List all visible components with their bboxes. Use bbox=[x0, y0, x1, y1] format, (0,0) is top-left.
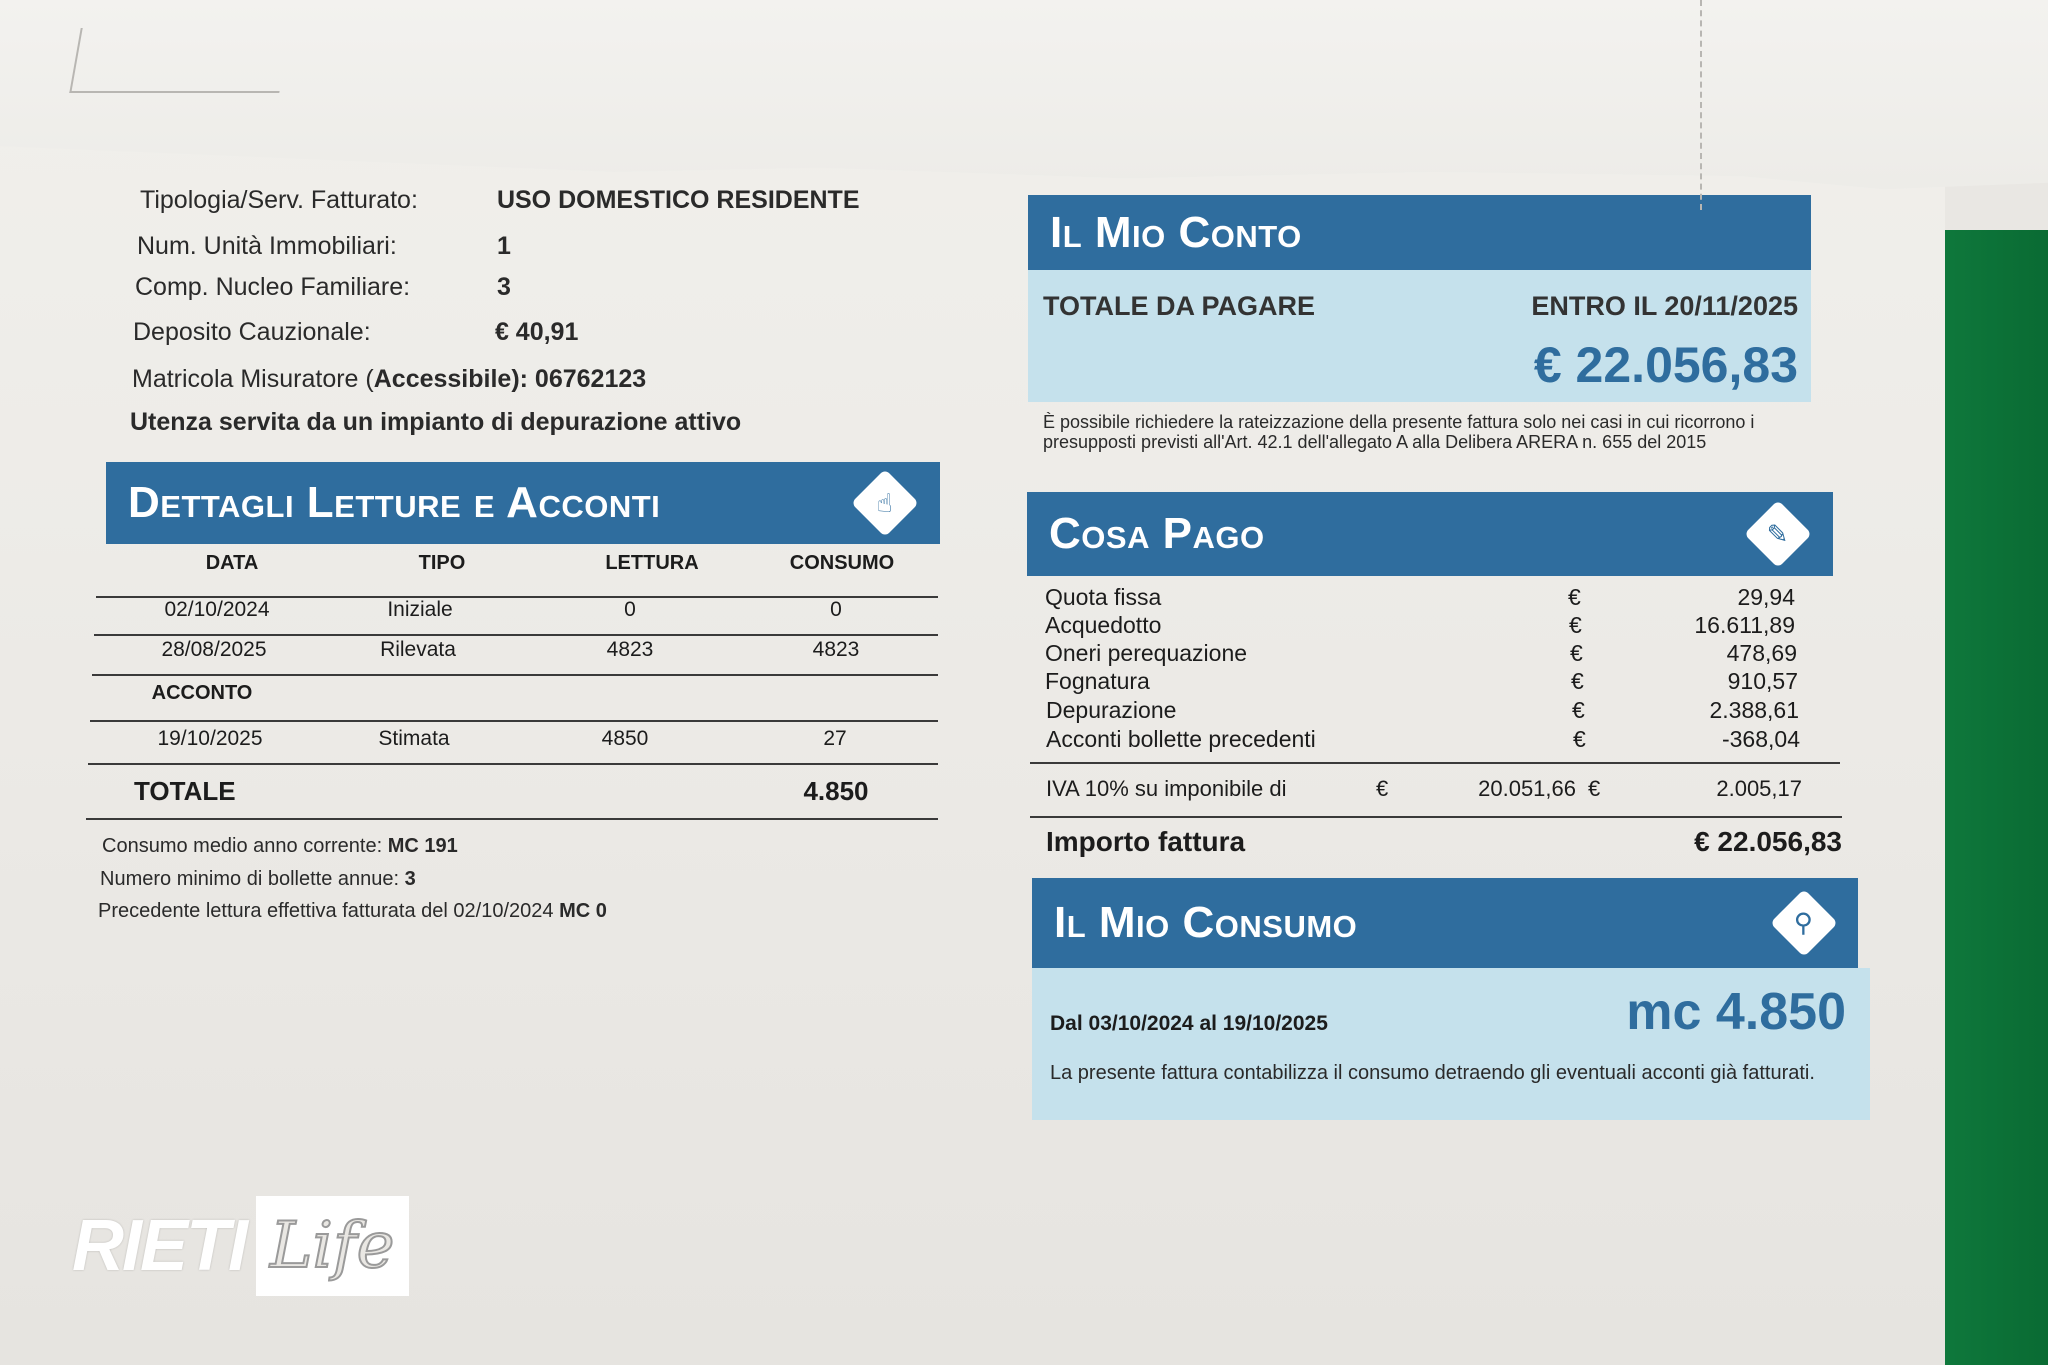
consumo-value: mc 4.850 bbox=[1626, 983, 1846, 1041]
col-lettura: LETTURA bbox=[605, 552, 699, 574]
precedente-note bbox=[98, 900, 607, 923]
importo-label: Importo fattura bbox=[1046, 826, 1246, 857]
row1-lettura: 0 bbox=[624, 598, 636, 621]
pay-item-currency: € bbox=[1573, 726, 1586, 752]
iva-base-currency: € bbox=[1376, 776, 1389, 801]
row3-data: 19/10/2025 bbox=[157, 727, 263, 750]
pay-item-amount: 910,57 bbox=[1727, 668, 1798, 694]
tipologia-line bbox=[140, 186, 860, 215]
pay-item-amount: 16.611,89 bbox=[1694, 612, 1795, 638]
tipologia-value: USO DOMESTICO RESIDENTE bbox=[496, 186, 860, 214]
pay-item-label: Quota fissa bbox=[1045, 584, 1162, 610]
totale-value: 4.850 bbox=[803, 776, 869, 806]
deposito-value: € 40,91 bbox=[494, 318, 579, 346]
col-data: DATA bbox=[205, 552, 259, 574]
row-divider bbox=[1030, 762, 1840, 764]
consumo-medio-note bbox=[102, 835, 458, 858]
pay-item-label: Acquedotto bbox=[1045, 612, 1162, 638]
deposito-line bbox=[133, 318, 578, 347]
letture-header-band bbox=[106, 462, 940, 544]
cosa-pago-title: Cosa Pago bbox=[1049, 509, 1265, 558]
consumo-period: Dal 03/10/2024 al 19/10/2025 bbox=[1050, 1012, 1328, 1035]
consumo-note-text: La presente fattura contabilizza il consumo detraendo gli eventuali acconti già fatturati. bbox=[1050, 1062, 1815, 1084]
nucleo-label: Comp. Nucleo Familiare: bbox=[135, 273, 411, 301]
note3-label: Precedente lettura effettiva fatturata del 02/10/2024 bbox=[98, 900, 560, 922]
consumo-note bbox=[1050, 1062, 1860, 1084]
pay-item-amount: 29,94 bbox=[1737, 584, 1795, 610]
deposito-label: Deposito Cauzionale: bbox=[133, 318, 371, 346]
row2-consumo: 4823 bbox=[812, 638, 860, 661]
green-table-surface bbox=[1928, 230, 2048, 1365]
importo-value: € 22.056,83 bbox=[1694, 826, 1842, 857]
row-divider bbox=[94, 634, 938, 636]
row-divider bbox=[88, 763, 938, 765]
logo-life-text: Life bbox=[256, 1196, 409, 1296]
row3-tipo: Stimata bbox=[378, 727, 450, 750]
row2-data: 28/08/2025 bbox=[161, 638, 267, 661]
row2-tipo: Rilevata bbox=[380, 638, 456, 661]
rateizzazione-note bbox=[1043, 412, 1813, 452]
rateizzazione-text: È possibile richiedere la rateizzazione della presente fattura solo nei casi in cui ricorrono i presupposti previsti all'Art. 42.1 dell'allegato A alla Delibera ARERA n. 655 del 2015 bbox=[1043, 412, 1755, 452]
row1-tipo: Iniziale bbox=[387, 598, 453, 621]
unita-value: 1 bbox=[496, 232, 511, 260]
unita-line bbox=[137, 232, 511, 261]
nucleo-value: 3 bbox=[496, 273, 511, 301]
col-tipo: TIPO bbox=[418, 552, 466, 574]
row-divider bbox=[96, 596, 938, 598]
row-divider bbox=[92, 674, 938, 676]
utenza-line bbox=[130, 408, 741, 437]
note1-label: Consumo medio anno corrente: bbox=[102, 835, 388, 857]
pay-item-label: Oneri perequazione bbox=[1045, 640, 1248, 666]
rieti-life-logo bbox=[72, 1196, 409, 1296]
hand-pointer-icon: ☝ bbox=[851, 469, 919, 537]
row3-consumo: 27 bbox=[823, 727, 847, 750]
pay-item-currency: € bbox=[1569, 612, 1582, 638]
conto-header-band bbox=[1028, 195, 1811, 270]
row-divider bbox=[86, 818, 938, 820]
entro-label: ENTRO IL 20/11/2025 bbox=[1531, 291, 1798, 321]
envelope-fold-line bbox=[1700, 0, 1960, 210]
matricola-line bbox=[132, 365, 646, 394]
iva-label: IVA 10% su imponibile di bbox=[1046, 776, 1287, 801]
letture-title: Dettagli Letture e Acconti bbox=[128, 478, 661, 527]
cosa-pago-header-band bbox=[1027, 492, 1833, 576]
letture-table bbox=[92, 550, 940, 840]
pay-item-amount: 478,69 bbox=[1726, 640, 1797, 666]
matricola-label: Matricola Misuratore ( bbox=[132, 365, 374, 393]
tipologia-label: Tipologia/Serv. Fatturato: bbox=[140, 186, 418, 214]
consumo-header-band bbox=[1032, 878, 1858, 968]
pay-item-currency: € bbox=[1572, 697, 1585, 723]
edit-icon: ✎ bbox=[1744, 500, 1812, 568]
nucleo-line bbox=[135, 273, 511, 302]
pay-item-label: Depurazione bbox=[1046, 697, 1177, 723]
faucet-icon: ⚲ bbox=[1770, 889, 1838, 957]
row2-lettura: 4823 bbox=[606, 638, 654, 661]
row3-lettura: 4850 bbox=[601, 727, 649, 750]
iva-amount-currency: € bbox=[1588, 776, 1601, 801]
acconto-label: ACCONTO bbox=[151, 682, 253, 704]
conto-amount: € 22.056,83 bbox=[1533, 337, 1798, 393]
totale-label: TOTALE bbox=[134, 776, 236, 806]
row1-data: 02/10/2024 bbox=[164, 598, 270, 621]
note1-value: MC 191 bbox=[387, 835, 458, 857]
row1-consumo: 0 bbox=[830, 598, 842, 621]
logo-rieti-text: RIETI bbox=[72, 1206, 247, 1286]
note3-value: MC 0 bbox=[559, 900, 607, 922]
col-consumo: CONSUMO bbox=[789, 552, 895, 574]
iva-base: 20.051,66 bbox=[1478, 776, 1576, 801]
pay-item-currency: € bbox=[1570, 640, 1583, 666]
matricola-accessibile: Accessibile bbox=[373, 365, 512, 393]
pay-item-currency: € bbox=[1571, 668, 1584, 694]
note2-value: 3 bbox=[404, 868, 416, 890]
pay-item-amount: 2.388,61 bbox=[1709, 697, 1799, 723]
utenza-text: Utenza servita da un impianto di depurazione attivo bbox=[130, 408, 742, 436]
note2-label: Numero minimo di bollette annue: bbox=[100, 868, 405, 890]
pay-item-currency: € bbox=[1568, 584, 1581, 610]
row-divider bbox=[90, 720, 938, 722]
totale-da-pagare-label: TOTALE DA PAGARE bbox=[1043, 291, 1316, 321]
consumo-title: Il Mio Consumo bbox=[1054, 898, 1358, 947]
matricola-value: ): 06762123 bbox=[511, 365, 647, 393]
pay-item-label: Fognatura bbox=[1045, 668, 1150, 694]
unita-label: Num. Unità Immobiliari: bbox=[137, 232, 397, 260]
pay-item-amount: -368,04 bbox=[1721, 726, 1800, 752]
pay-item-label: Acconti bollette precedenti bbox=[1046, 726, 1316, 752]
row-divider bbox=[1030, 816, 1842, 818]
conto-title: Il Mio Conto bbox=[1050, 207, 1302, 257]
iva-amount: 2.005,17 bbox=[1716, 776, 1802, 801]
bollette-note bbox=[100, 868, 416, 891]
envelope-crease bbox=[69, 28, 290, 93]
